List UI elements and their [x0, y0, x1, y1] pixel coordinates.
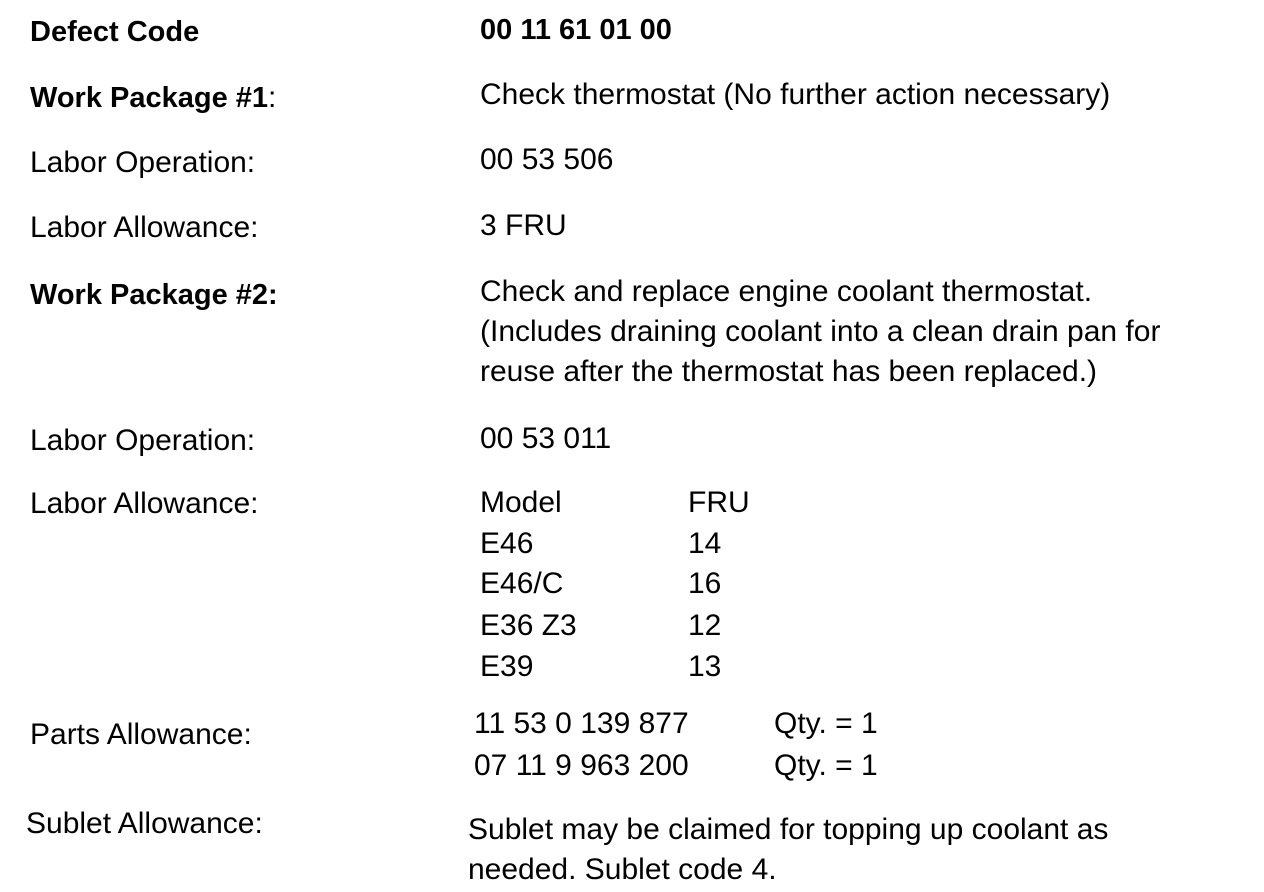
sublet-description-line-2: needed. Sublet code 4. [468, 853, 777, 886]
parts-allowance-label: Parts Allowance: [30, 718, 252, 751]
allowance-table-header-model: Model [480, 486, 562, 519]
defect-code-value: 00 11 61 01 00 [480, 14, 672, 46]
labor-operation-1-label: Labor Operation: [30, 146, 256, 179]
labor-allowance-1-label: Labor Allowance: [30, 211, 259, 244]
work-package-1-label [30, 83, 276, 113]
part-qty: Qty. = 1 [774, 707, 878, 740]
labor-operation-2-label: Labor Operation: [30, 424, 256, 457]
allowance-table-model: E36 Z3 [480, 609, 577, 642]
labor-operation-1-value: 00 53 506 [480, 143, 614, 176]
allowance-table-fru: 13 [688, 650, 722, 683]
work-package-2-label: Work Package #2: [30, 279, 278, 311]
work-package-1-colon: : [268, 81, 277, 114]
work-package-1-title: Work Package #1 [30, 82, 269, 114]
allowance-table-model: E46 [480, 527, 534, 560]
part-qty: Qty. = 1 [774, 749, 878, 782]
labor-operation-2-value: 00 53 011 [480, 422, 612, 455]
work-package-1-description: Check thermostat (No further action necessary) [480, 78, 1111, 111]
allowance-table-fru: 14 [688, 527, 722, 560]
sublet-allowance-label: Sublet Allowance: [26, 807, 263, 840]
allowance-table-fru: 12 [688, 609, 722, 642]
labor-allowance-1-value: 3 FRU [480, 209, 567, 242]
work-package-2-description-line-2: (Includes draining coolant into a clean drain pan for [480, 315, 1161, 348]
allowance-table-fru: 16 [688, 567, 722, 600]
sublet-description-line-1: Sublet may be claimed for topping up coolant as [468, 813, 1109, 846]
part-number: 07 11 9 963 200 [474, 749, 689, 782]
work-package-2-description-line-3: reuse after the thermostat has been replaced.) [480, 355, 1098, 388]
work-package-2-description-line-1: Check and replace engine coolant thermostat. [480, 275, 1093, 308]
allowance-table-header-fru: FRU [688, 486, 750, 519]
part-number: 11 53 0 139 877 [474, 707, 689, 740]
allowance-table-model: E46/C [480, 567, 564, 600]
labor-allowance-2-label: Labor Allowance: [30, 487, 259, 520]
allowance-table-model: E39 [480, 650, 534, 683]
defect-code-label: Defect Code [30, 16, 200, 48]
